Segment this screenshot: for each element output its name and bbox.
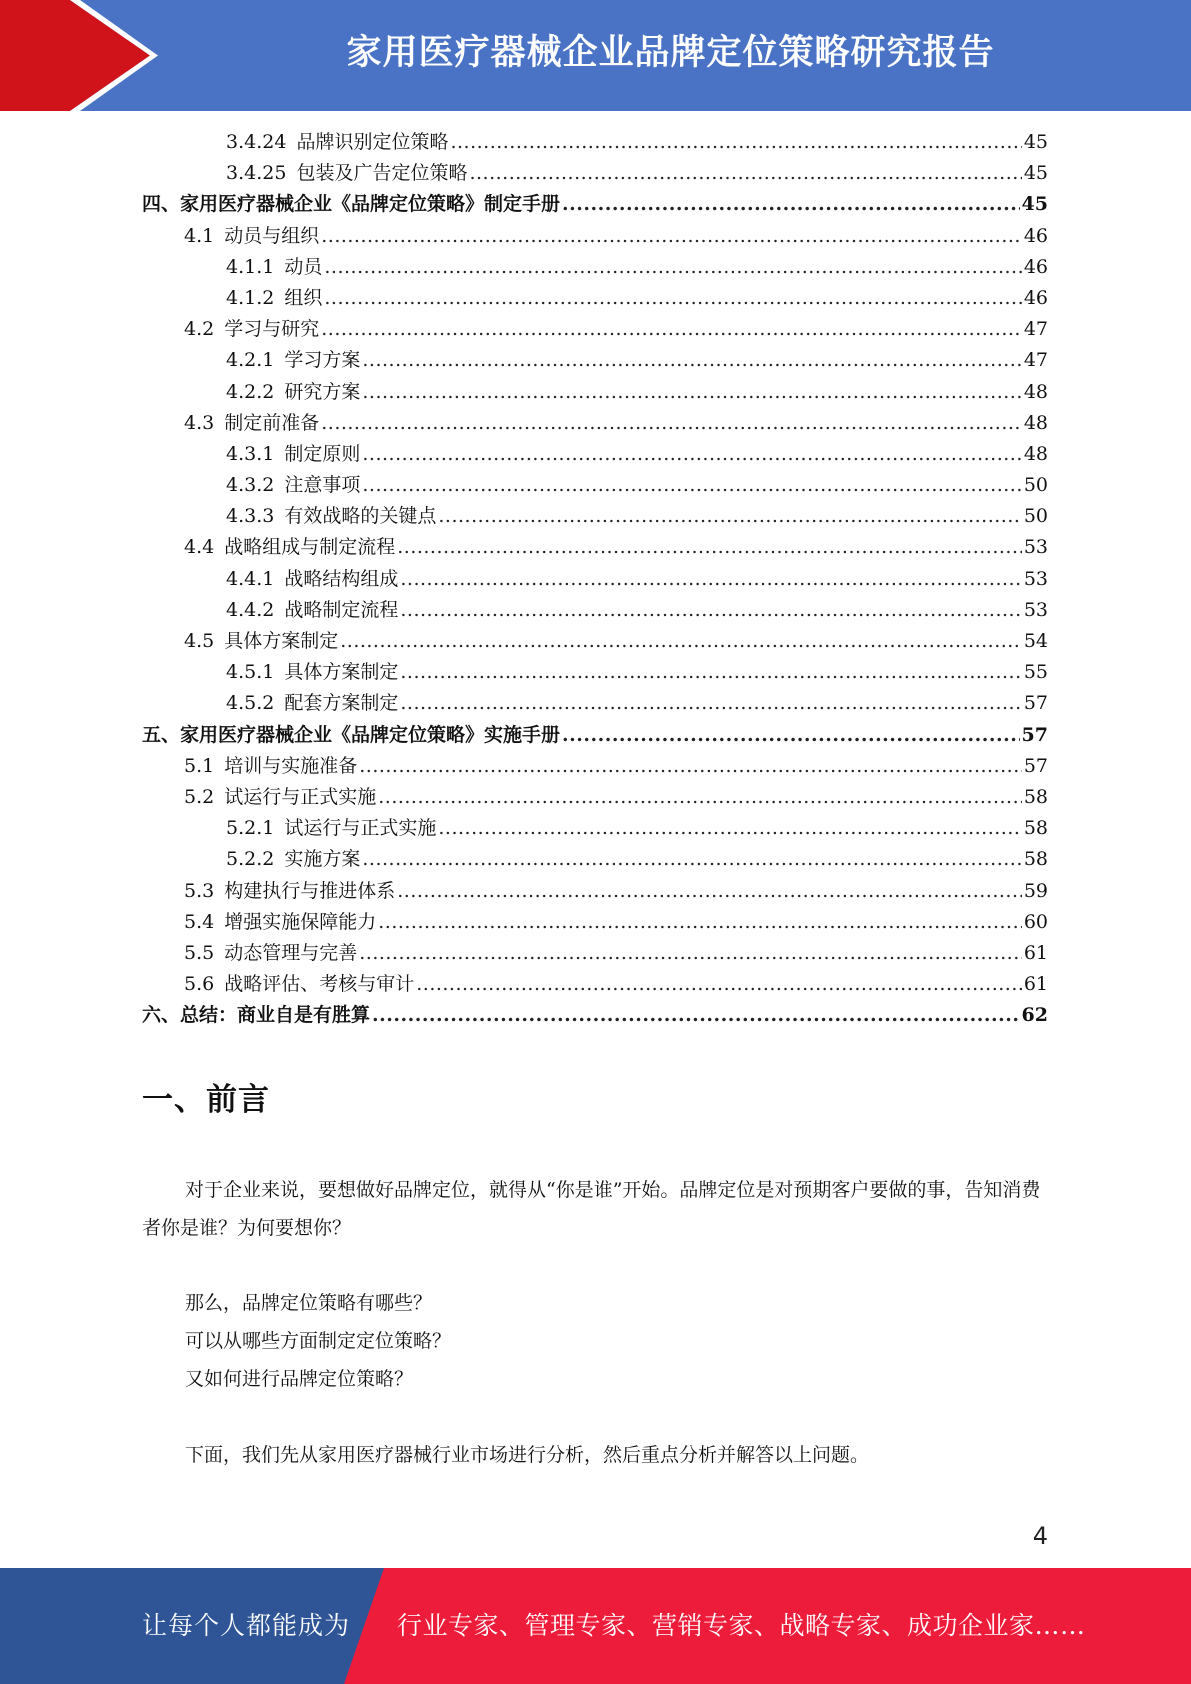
toc-entry-title: 学习与研究 [224,318,320,341]
toc-dot-leader [321,408,1022,439]
toc-entry-title: 动态管理与完善 [224,941,358,964]
toc-entry-title: 制定原则 [284,442,361,465]
toc-entry-page: 62 [1021,1004,1048,1027]
question-1: 那么，品牌定位策略有哪些？ [185,1292,433,1314]
toc-entry-title: 五、家用医疗器械企业《品牌定位策略》实施手册 [142,723,561,746]
toc-entry-number: 4.4.1 [226,567,275,590]
toc-entry-number: 4.5.1 [226,661,275,684]
toc-entry-number: 4.1.1 [226,255,275,278]
toc-entry-number: 4.3 [184,411,215,434]
toc-entry-title: 学习方案 [284,349,361,372]
toc-dot-leader [469,158,1021,189]
toc-entry-number: 5.5 [184,941,215,964]
toc-entry-page: 47 [1023,318,1048,341]
toc-entry[interactable] [142,688,1048,719]
toc-entry-page: 45 [1021,193,1048,216]
toc-dot-leader [416,969,1022,1000]
toc-entry-number: 4.3.3 [226,505,275,528]
toc-entry[interactable] [142,377,1048,408]
toc-entry[interactable] [142,782,1048,813]
toc-entry[interactable] [142,345,1048,376]
toc-entry-page: 53 [1023,536,1048,559]
toc-entry-title: 组织 [284,286,323,309]
toc-entry[interactable] [142,189,1048,220]
toc-entry-title: 培训与实施准备 [224,754,358,777]
toc-entry-page: 54 [1023,630,1048,652]
toc-entry-number: 5.2.1 [226,817,275,840]
toc-entry-number: 4.5 [184,630,215,652]
toc-entry[interactable] [142,439,1048,470]
toc-entry-page: 58 [1023,848,1048,871]
toc-entry[interactable] [142,907,1048,938]
toc-dot-leader [321,221,1022,252]
toc-entry-number: 4.1.2 [226,286,275,309]
toc-entry-number: 5.2.2 [226,848,275,871]
page-header [0,0,1191,111]
toc-entry[interactable] [142,501,1048,532]
toc-entry-title: 配套方案制定 [284,692,399,715]
toc-entry-page: 45 [1023,162,1048,185]
toc-entry-page: 60 [1023,910,1048,933]
toc-entry-page: 53 [1023,567,1048,590]
toc-entry[interactable] [142,221,1048,252]
toc-entry-number: 4.2.2 [226,380,275,403]
toc-dot-leader [450,127,1021,158]
toc-entry-number: 4.2.1 [226,349,275,372]
toc-dot-leader [400,688,1021,719]
section-title: 一、前言 [142,1082,270,1118]
toc-entry-number: 4.4.2 [226,598,275,621]
toc-entry[interactable] [142,408,1048,439]
toc-entry-number: 5.2 [184,785,215,808]
toc-entry[interactable] [142,1000,1048,1031]
page-number: 4 [1032,1522,1048,1550]
toc-entry-page: 50 [1023,505,1048,528]
toc-entry-number: 3.4.25 [226,162,287,185]
question-2: 可以从哪些方面制定定位策略？ [185,1330,452,1352]
toc-entry-title: 战略组成与制定流程 [224,536,396,559]
toc-dot-leader [321,314,1022,345]
toc-entry-title: 战略制定流程 [284,598,399,621]
toc-entry-title: 增强实施保障能力 [224,910,377,933]
toc-entry[interactable] [142,720,1048,751]
toc-entry[interactable] [142,844,1048,875]
toc-entry-number: 4.1 [184,224,215,247]
toc-entry[interactable] [142,564,1048,595]
toc-dot-leader [362,345,1021,376]
toc-entry[interactable] [142,969,1048,1000]
toc-entry-number: 4.3.2 [226,474,275,497]
toc-entry-page: 57 [1023,692,1048,715]
footer-slogan-right: 行业专家、管理专家、营销专家、战略专家、成功企业家…… [397,1611,1086,1640]
toc-entry-title: 具体方案制定 [224,630,339,652]
toc-entry-page: 48 [1023,442,1048,465]
toc-entry[interactable] [142,657,1048,688]
toc-dot-leader [324,252,1021,283]
toc-dot-leader [372,1000,1020,1031]
toc-dot-leader [397,532,1022,563]
toc-entry-title: 四、家用医疗器械企业《品牌定位策略》制定手册 [142,193,561,216]
toc-entry-page: 50 [1023,474,1048,497]
toc-entry[interactable] [142,470,1048,501]
toc-dot-leader [400,657,1021,688]
toc-entry-number: 5.4 [184,910,215,933]
toc-entry-page: 46 [1023,255,1048,278]
toc-entry-page: 55 [1023,661,1048,684]
toc-entry-page: 46 [1023,224,1048,247]
toc-dot-leader [400,564,1021,595]
toc-entry-title: 战略评估、考核与审计 [224,973,415,996]
toc-entry-title: 动员与组织 [224,224,320,247]
toc-dot-leader [378,782,1022,813]
header-title: 家用医疗器械企业品牌定位策略研究报告 [346,33,995,73]
toc-entry[interactable] [142,813,1048,844]
page-footer [0,1568,1191,1684]
toc-entry-page: 48 [1023,411,1048,434]
toc-entry[interactable] [142,314,1048,345]
toc-entry-title: 动员 [284,255,323,278]
toc-entry-page: 58 [1023,785,1048,808]
toc-dot-leader [359,751,1022,782]
toc-entry-number: 4.2 [184,318,215,341]
toc-entry-title: 战略结构组成 [284,567,399,590]
toc-entry-page: 45 [1023,131,1048,153]
toc-entry-title: 六、总结：商业自是有胜算 [142,1004,371,1027]
toc-entry[interactable] [142,283,1048,314]
toc-entry-page: 58 [1023,817,1048,840]
toc-dot-leader [397,876,1022,907]
toc-entry-page: 53 [1023,598,1048,621]
toc-entry-title: 研究方案 [284,380,361,403]
toc-entry[interactable] [142,751,1048,782]
toc-entry-page: 59 [1023,879,1048,902]
closing-paragraph: 下面，我们先从家用医疗器械行业市场进行分析，然后重点分析并解答以上问题。 [185,1444,870,1466]
toc-entry-page: 46 [1023,286,1048,309]
toc-entry-title: 具体方案制定 [284,661,399,684]
toc-dot-leader [340,626,1022,657]
toc-dot-leader [362,439,1021,470]
question-3: 又如何进行品牌定位策略？ [185,1368,414,1390]
toc-entry-title: 有效战略的关键点 [284,505,437,528]
toc-entry[interactable] [142,938,1048,969]
toc-entry-title: 试运行与正式实施 [284,817,437,840]
header-chevron-graphic [0,0,160,111]
toc-entry[interactable] [142,532,1048,563]
intro-paragraph: 对于企业来说，要想做好品牌定位，就得从“你是谁”开始。品牌定位是对预期客户要做的事，告知消费者你是谁？为何要想你？ [142,1179,1041,1239]
toc-dot-leader [362,844,1021,875]
toc-entry-number: 5.3 [184,879,215,902]
toc-dot-leader [562,189,1020,220]
toc-entry-title: 包装及广告定位策略 [296,162,468,185]
toc-entry-number: 3.4.24 [226,131,287,153]
toc-entry-number: 5.1 [184,754,215,777]
toc-entry-page: 61 [1023,973,1048,996]
toc-entry[interactable] [142,158,1048,189]
toc-dot-leader [362,470,1021,501]
toc-dot-leader [562,720,1020,751]
toc-dot-leader [438,501,1021,532]
toc-dot-leader [324,283,1021,314]
toc-entry-title: 制定前准备 [224,411,320,434]
toc-dot-leader [359,938,1022,969]
toc-entry-page: 61 [1023,941,1048,964]
toc-entry-page: 57 [1021,723,1048,746]
table-of-contents [142,127,1048,1031]
toc-entry-number: 4.3.1 [226,442,275,465]
toc-entry-title: 实施方案 [284,848,361,871]
toc-entry-title: 构建执行与推进体系 [224,879,396,902]
toc-entry[interactable] [142,127,1048,158]
toc-dot-leader [400,595,1021,626]
toc-entry-number: 4.4 [184,536,215,559]
toc-entry-title: 品牌识别定位策略 [296,131,449,153]
toc-entry-number: 4.5.2 [226,692,275,715]
toc-entry[interactable] [142,876,1048,907]
toc-dot-leader [438,813,1021,844]
footer-slogan-left: 让每个人都能成为 [142,1611,351,1640]
toc-dot-leader [378,907,1022,938]
toc-entry-title: 注意事项 [284,474,361,497]
toc-entry-page: 48 [1023,380,1048,403]
toc-entry-number: 5.6 [184,973,215,996]
toc-dot-leader [362,377,1021,408]
toc-entry[interactable] [142,626,1048,657]
toc-entry-title: 试运行与正式实施 [224,785,377,808]
toc-entry[interactable] [142,595,1048,626]
toc-entry-page: 47 [1023,349,1048,372]
toc-entry-page: 57 [1023,754,1048,777]
toc-entry[interactable] [142,252,1048,283]
